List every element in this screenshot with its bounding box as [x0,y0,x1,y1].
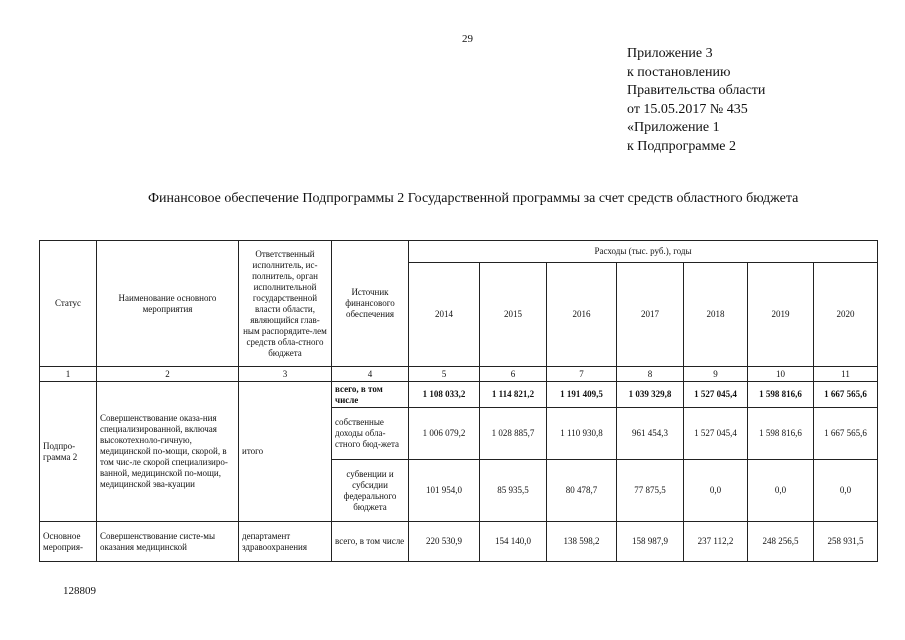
source-label: субвенции и субсидии федерального бюджета [332,460,409,522]
value-cell: 248 256,5 [748,522,814,562]
source-label: собственные доходы обла-стного бюд-жета [332,408,409,460]
column-number: 1 [40,367,97,382]
row-executor: департамент здравоохранения [239,522,332,562]
column-number: 9 [684,367,748,382]
row-executor: итого [239,382,332,522]
header-source: Источник финансового обеспечения [332,241,409,367]
header-expenses: Расходы (тыс. руб.), годы [409,241,878,263]
value-cell: 961 454,3 [617,408,684,460]
header-year: 2014 [409,263,480,367]
value-cell: 220 530,9 [409,522,480,562]
row-name: Совершенствование оказа-ния специализированной, включая высокотехноло-гичную, медицинской по-мощи, скорой, в том чис-ле скорой специализиро-ванной, медицинской по-мощи, медицинской эва-куации [97,382,239,522]
value-cell: 1 527 045,4 [684,382,748,408]
column-number: 7 [547,367,617,382]
column-number: 6 [480,367,547,382]
header-year: 2015 [480,263,547,367]
header-executor: Ответственный исполнитель, ис-полнитель, орган исполнительной государственной власти области, являющийся глав-ным распорядите-лем средств обла-стного бюджета [239,241,332,367]
value-cell: 1 598 816,6 [748,408,814,460]
header-year: 2020 [814,263,878,367]
header-year: 2017 [617,263,684,367]
value-cell: 1 191 409,5 [547,382,617,408]
footer-code: 128809 [63,585,96,597]
appendix-line: Правительства области [627,83,766,98]
page-number: 29 [462,33,473,45]
row-name: Совершенствование систе-мы оказания медицинской [97,522,239,562]
appendix-line: к Подпрограмме 2 [627,138,737,154]
value-cell: 1 527 045,4 [684,408,748,460]
column-number: 2 [97,367,239,382]
document-title: Финансовое обеспечение Подпрограммы 2 Государственной программы за счет средств областного бюджета [148,191,799,206]
value-cell: 77 875,5 [617,460,684,522]
value-cell: 1 108 033,2 [409,382,480,408]
row-status: Основное мероприя- [40,522,97,562]
value-cell: 85 935,5 [480,460,547,522]
appendix-line: «Приложение 1 [627,120,720,135]
row-status: Подпро-грамма 2 [40,382,97,522]
column-number: 8 [617,367,684,382]
column-number: 3 [239,367,332,382]
value-cell: 1 114 821,2 [480,382,547,408]
value-cell: 101 954,0 [409,460,480,522]
header-name: Наименование основного мероприятия [97,241,239,367]
appendix-line: Приложение 3 [627,46,713,61]
financing-table [39,240,878,562]
value-cell: 80 478,7 [547,460,617,522]
value-cell: 1 028 885,7 [480,408,547,460]
value-cell: 1 598 816,6 [748,382,814,408]
value-cell: 154 140,0 [480,522,547,562]
header-year: 2019 [748,263,814,367]
value-cell: 0,0 [684,460,748,522]
header-year: 2018 [684,263,748,367]
value-cell: 237 112,2 [684,522,748,562]
value-cell: 138 598,2 [547,522,617,562]
value-cell: 1 110 930,8 [547,408,617,460]
header-year: 2016 [547,263,617,367]
value-cell: 1 039 329,8 [617,382,684,408]
column-number: 11 [814,367,878,382]
column-number: 10 [748,367,814,382]
appendix-line: к постановлению [627,64,731,80]
value-cell: 0,0 [814,460,878,522]
value-cell: 1 667 565,6 [814,408,878,460]
value-cell: 258 931,5 [814,522,878,562]
appendix-line: от 15.05.2017 № 435 [627,101,748,117]
source-label: всего, в том числе [332,382,409,408]
value-cell: 1 667 565,6 [814,382,878,408]
value-cell: 0,0 [748,460,814,522]
value-cell: 158 987,9 [617,522,684,562]
source-label: всего, в том числе [332,522,409,562]
appendix-header [627,45,765,156]
value-cell: 1 006 079,2 [409,408,480,460]
header-status: Статус [40,241,97,367]
column-number: 5 [409,367,480,382]
column-number: 4 [332,367,409,382]
